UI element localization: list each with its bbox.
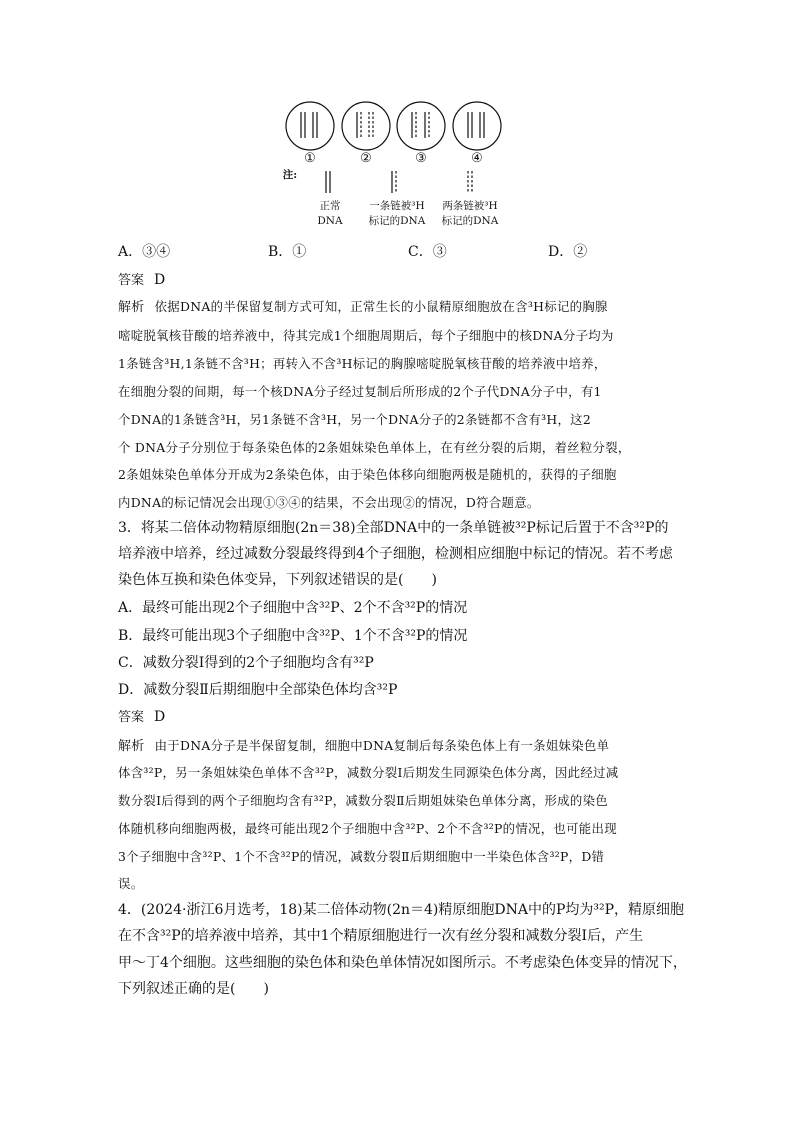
cell-label-1: ① (304, 151, 316, 166)
q3-explanation-line-3: 数分裂Ⅰ后得到的两个子细胞均含有³²P，减数分裂Ⅱ后期姐妹染色单体分离，形成的染色 (118, 793, 608, 808)
legend-normal-line2: DNA (317, 215, 343, 227)
q2-explanation-line-2: 嘧啶脱氧核苷酸的培养液中，待其完成1个细胞周期后，每个子细胞中的核DNA分子均为 (118, 328, 614, 343)
note-label: 注: (282, 169, 298, 181)
explanation-label: 解析 (118, 739, 145, 754)
explanation-label: 解析 (118, 300, 145, 315)
q2-explanation-line-3: 1条链含³H,1条链不含³H；再转入不含³H标记的胸腺嘧啶脱氧核苷酸的培养液中培养， (118, 356, 607, 371)
q3-explanation-line-4: 体随机移向细胞两极，最终可能出现2个子细胞中含³²P、2个不含³²P的情况，也可能出现 (118, 821, 617, 836)
legend-normal-line1: 正常 (319, 200, 341, 212)
q3-stem-line-2: 培养液中培养，经过减数分裂最终得到4个子细胞，检测相应细胞中标记的情况。若不考虑 (118, 546, 673, 562)
q3-explanation-line-5: 3个子细胞中含³²P、1个不含³²P的情况，减数分裂Ⅱ后期细胞中一半染色体含³²P，D错 (118, 849, 605, 864)
cell-label-2: ② (360, 151, 372, 166)
cell-label-4: ④ (471, 151, 483, 166)
q2-explanation-line-4: 在细胞分裂的间期，每一个核DNA分子经过复制后所形成的2个子代DNA分子中，有1 (118, 384, 602, 399)
answer-value: D (154, 272, 166, 288)
q2-explanation-line-1: 解析 依据DNA的半保留复制方式可知，正常生长的小鼠精原细胞放在含³H标记的胸腺 (118, 299, 608, 315)
q4-stem-line-2: 在不含³²P的培养液中培养，其中1个精原细胞进行一次有丝分裂和减数分裂Ⅰ后，产生 (118, 928, 644, 944)
q3-explanation-line-1: 解析 由于DNA分子是半保留复制，细胞中DNA复制后每条染色体上有一条姐妹染色单 (118, 738, 610, 754)
q3-explanation-line-6: 误。 (118, 876, 144, 891)
cell-1 (286, 102, 334, 150)
answer-label: 答案 (118, 710, 145, 725)
legend-two-strand-line2: 标记的DNA (441, 215, 499, 227)
q3-option-a[interactable]: A．最终可能出现2个子细胞中含³²P、2个不含³²P的情况 (118, 600, 468, 616)
q3-option-b[interactable]: B．最终可能出现3个子细胞中含³²P、1个不含³²P的情况 (118, 628, 468, 644)
q2-option-d[interactable]: D．② (548, 244, 588, 260)
q2-explanation-line-5: 个DNA的1条链含³H，另1条链不含³H，另一个DNA分子的2条链都不含有³H，这2 (118, 412, 592, 427)
q4-stem-line-4: 下列叙述正确的是( ) (118, 981, 269, 997)
q2-explanation-line-8: 内DNA的标记情况会出现①③④的结果，不会出现②的情况，D符合题意。 (118, 495, 540, 510)
legend-one-strand-line1: 一条链被³H (369, 200, 425, 212)
q3-option-d[interactable]: D．减数分裂Ⅱ后期细胞中全部染色体均含³²P (118, 682, 398, 698)
q2-options (118, 244, 678, 261)
q4-stem-line-1: 4．(2024·浙江6月选考，18)某二倍体动物(2n＝4)精原细胞DNA中的P均为³²P，精原细胞 (118, 902, 685, 918)
q3-stem-line-3: 染色体互换和染色体变异，下列叙述错误的是( ) (118, 572, 437, 588)
dna-labeling-figure (280, 96, 520, 236)
cell-2 (342, 102, 390, 150)
q3-answer (118, 709, 678, 726)
q2-explanation-line-7: 2条姐妹染色单体分开成为2条染色体，由于染色体移向细胞两极是随机的，获得的子细胞 (118, 467, 617, 482)
q2-option-c[interactable]: C．③ (408, 244, 447, 260)
legend-one-strand-line2: 标记的DNA (368, 215, 426, 227)
answer-value: D (154, 709, 166, 725)
q2-option-a[interactable]: A．③④ (118, 244, 171, 260)
answer-label: 答案 (118, 273, 145, 288)
q3-option-c[interactable]: C．减数分裂Ⅰ得到的2个子细胞均含有³²P (118, 655, 374, 671)
cell-3 (397, 102, 445, 150)
q2-answer (118, 272, 678, 289)
cell-label-3: ③ (415, 151, 427, 166)
q3-explanation-line-2: 体含³²P，另一条姐妹染色单体不含³²P，减数分裂Ⅰ后期发生同源染色体分离，因此经过减 (118, 765, 619, 780)
q3-stem-line-1: 3．将某二倍体动物精原细胞(2n＝38)全部DNA中的一条单链被³²P标记后置于不含³²P的 (118, 520, 669, 536)
q4-stem-line-3: 甲～丁4个细胞。这些细胞的染色体和染色单体情况如图所示。不考虑染色体变异的情况下， (118, 955, 687, 971)
cell-4 (453, 102, 501, 150)
legend-two-strand-line1: 两条链被³H (442, 200, 498, 212)
q2-option-b[interactable]: B．① (268, 244, 307, 260)
q2-explanation-line-6: 个 DNA分子分别位于每条染色体的2条姐妹染色单体上，在有丝分裂的后期，着丝粒分裂， (118, 440, 631, 455)
